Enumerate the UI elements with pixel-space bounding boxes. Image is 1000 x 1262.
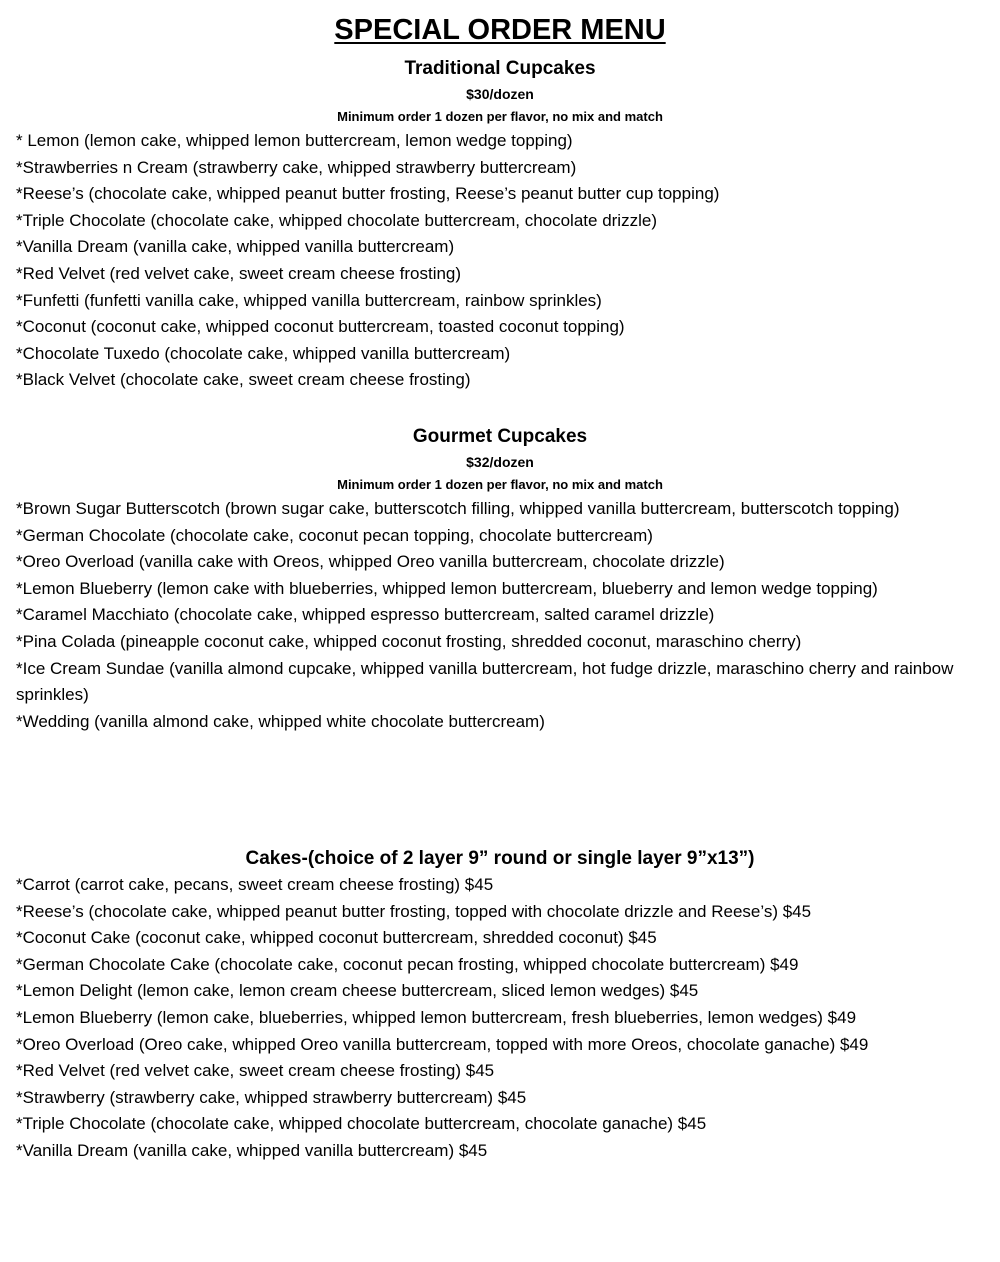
section-heading: Cakes-(choice of 2 layer 9” round or single layer 9”x13”) [245, 848, 755, 869]
menu-item: *Funfetti (funfetti vanilla cake, whipped vanilla buttercream, rainbow sprinkles) [16, 290, 602, 310]
menu-item: *Coconut Cake (coconut cake, whipped coconut buttercream, shredded coconut) $45 [16, 928, 657, 948]
menu-item: *German Chocolate Cake (chocolate cake, coconut pecan frosting, whipped chocolate buttercream) $49 [16, 954, 799, 974]
menu-item: *Vanilla Dream (vanilla cake, whipped vanilla buttercream) [16, 237, 455, 257]
menu-item-list [0, 128, 1000, 394]
menu-item: *Lemon Blueberry (lemon cake with blueberries, whipped lemon buttercream, blueberry and lemon wedge topping) [16, 578, 878, 598]
menu-item: *Red Velvet (red velvet cake, sweet cream cheese frosting) [16, 263, 462, 283]
menu-item-list [0, 496, 1000, 735]
section-price: $30/dozen [466, 86, 534, 102]
traditional-cupcakes-section [0, 56, 1000, 394]
menu-item: *Triple Chocolate (chocolate cake, whipped chocolate buttercream, chocolate ganache) $45 [16, 1114, 707, 1134]
section-heading: Gourmet Cupcakes [412, 426, 588, 447]
section-note: Minimum order 1 dozen per flavor, no mix and match [337, 477, 663, 492]
gourmet-cupcakes-section [0, 424, 1000, 735]
menu-item: *Wedding (vanilla almond cake, whipped white chocolate buttercream) [16, 711, 545, 731]
menu-item: *Strawberry (strawberry cake, whipped strawberry buttercream) $45 [16, 1087, 527, 1107]
menu-item: *Reese’s (chocolate cake, whipped peanut butter frosting, topped with chocolate drizzle and Reese’s) $45 [16, 901, 812, 921]
section-price: $32/dozen [466, 454, 534, 470]
menu-item: *Lemon Delight (lemon cake, lemon cream cheese buttercream, sliced lemon wedges) $45 [16, 981, 699, 1001]
menu-item: *Oreo Overload (vanilla cake with Oreos, whipped Oreo vanilla buttercream, chocolate drizzle) [16, 552, 725, 572]
menu-item: *Brown Sugar Butterscotch (brown sugar cake, butterscotch filling, whipped vanilla buttercream, butterscotch topping) [16, 499, 900, 518]
menu-item-list [0, 872, 1000, 1165]
menu-item: *German Chocolate (chocolate cake, coconut pecan topping, chocolate buttercream) [16, 525, 653, 545]
menu-item: *Coconut (coconut cake, whipped coconut buttercream, toasted coconut topping) [16, 317, 625, 337]
section-note: Minimum order 1 dozen per flavor, no mix and match [337, 109, 663, 124]
menu-item: *Chocolate Tuxedo (chocolate cake, whipped vanilla buttercream) [16, 343, 511, 363]
menu-item: *Pina Colada (pineapple coconut cake, whipped coconut frosting, shredded coconut, maraschino cherry) [16, 631, 802, 651]
menu-item: *Vanilla Dream (vanilla cake, whipped vanilla buttercream) $45 [16, 1140, 488, 1160]
menu-item: *Ice Cream Sundae (vanilla almond cupcake, whipped vanilla buttercream, hot fudge drizzle, maraschino cherry and rainbow sprinkles) [16, 658, 954, 705]
section-heading: Traditional Cupcakes [404, 58, 596, 79]
menu-item: *Lemon Blueberry (lemon cake, blueberries, whipped lemon buttercream, fresh blueberries, lemon wedges) $49 [16, 1007, 857, 1027]
menu-item: * Lemon (lemon cake, whipped lemon buttercream, lemon wedge topping) [16, 131, 573, 150]
cakes-section [0, 846, 1000, 1165]
menu-item: *Triple Chocolate (chocolate cake, whipped chocolate buttercream, chocolate drizzle) [16, 210, 657, 230]
menu-item: *Oreo Overload (Oreo cake, whipped Oreo vanilla buttercream, topped with more Oreos, chocolate ganache) $49 [16, 1034, 869, 1054]
menu-item: *Carrot (carrot cake, pecans, sweet cream cheese frosting) $45 [16, 875, 494, 894]
menu-item: *Reese’s (chocolate cake, whipped peanut butter frosting, Reese’s peanut butter cup topping) [16, 184, 720, 204]
menu-item: *Caramel Macchiato (chocolate cake, whipped espresso buttercream, salted caramel drizzle) [16, 605, 715, 625]
page-title: SPECIAL ORDER MENU [334, 14, 666, 46]
menu-item: *Red Velvet (red velvet cake, sweet cream cheese frosting) $45 [16, 1061, 495, 1081]
menu-item: *Strawberries n Cream (strawberry cake, whipped strawberry buttercream) [16, 157, 577, 177]
menu-item: *Black Velvet (chocolate cake, sweet cream cheese frosting) [16, 370, 471, 390]
